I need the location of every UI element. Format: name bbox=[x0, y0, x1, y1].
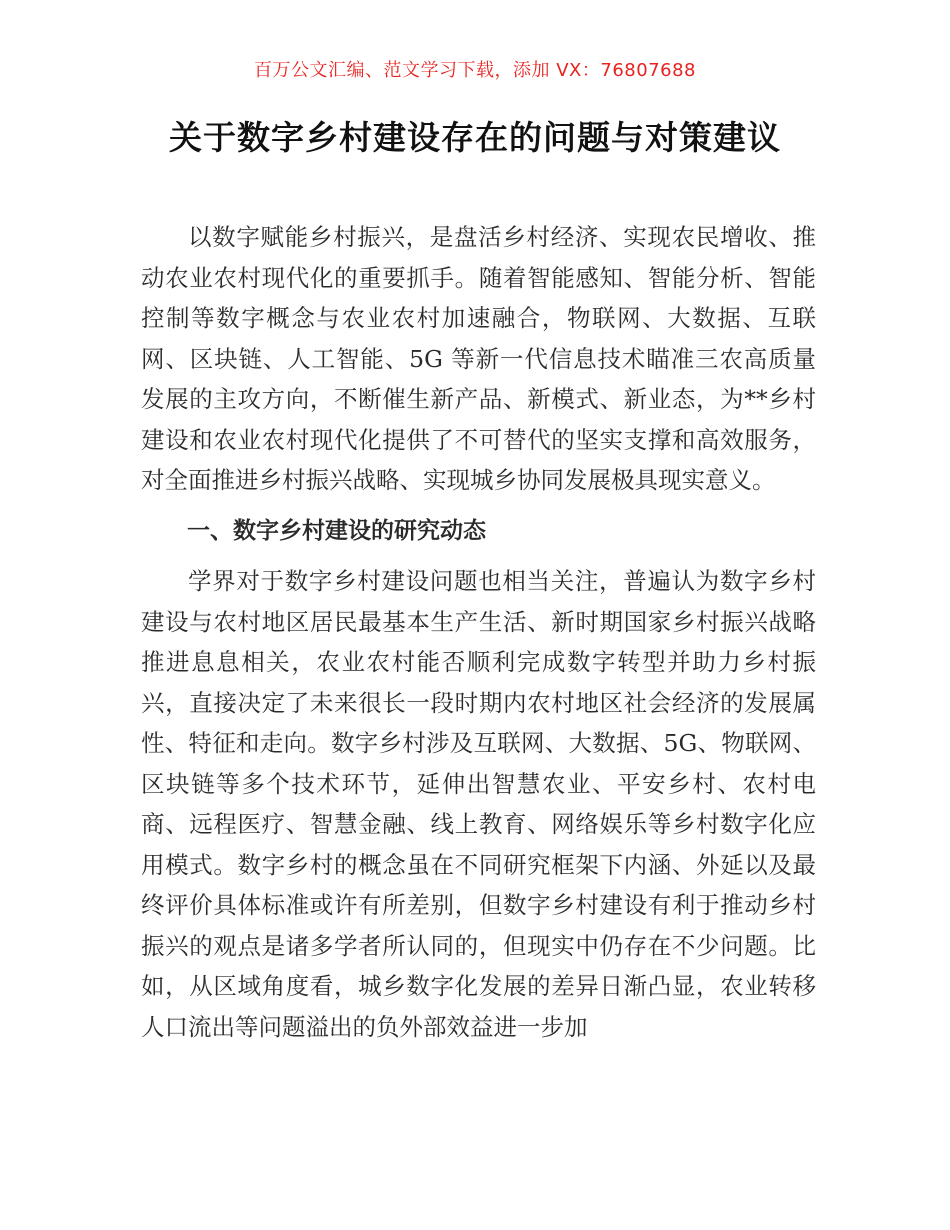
document-title: 关于数字乡村建设存在的问题与对策建议 bbox=[169, 118, 781, 157]
intro-paragraph: 以数字赋能乡村振兴，是盘活乡村经济、实现农民增收、推动农业农村现代化的重要抓手。随着智能感知、智能分析、智能控制等数字概念与农业农村加速融合，物联网、大数据、互联网、区块链、人工智能、5G 等新一代信息技术瞄准三农高质量发展的主攻方向，不断催生新产品、新模式、新业态，为**乡村建设和农业农村现代化提供了不可替代的坚实支撑和高效服务，对全面推进乡村振兴战略、实现城乡协同发展极具现实意义。 bbox=[141, 223, 816, 494]
section-paragraph: 学界对于数字乡村建设问题也相当关注，普遍认为数字乡村建设与农村地区居民最基本生产生活、新时期国家乡村振兴战略推进息息相关，农业农村能否顺利完成数字转型并助力乡村振兴，直接决定了未来很长一段时期内农村地区社会经济的发展属性、特征和走向。数字乡村涉及互联网、大数据、5G、物联网、区块链等多个技术环节，延伸出智慧农业、平安乡村、农村电商、远程医疗、智慧金融、线上教育、网络娱乐等乡村数字化应用模式。数字乡村的概念虽在不同研究框架下内涵、外延以及最终评价具体标准或许有所差别，但数字乡村建设有利于推动乡村振兴的观点是诸多学者所认同的，但现实中仍存在不少问题。比如，从区域角度看，城乡数字化发展的差异日渐凸显，农业转移人口流出等问题溢出的负外部效益进一步加 bbox=[141, 567, 816, 1041]
promo-header-note: 百万公文汇编、范文学习下载，添加 VX：76807688 bbox=[254, 60, 696, 81]
document-body bbox=[141, 217, 816, 1047]
section-heading: 一、数字乡村建设的研究动态 bbox=[187, 517, 486, 544]
